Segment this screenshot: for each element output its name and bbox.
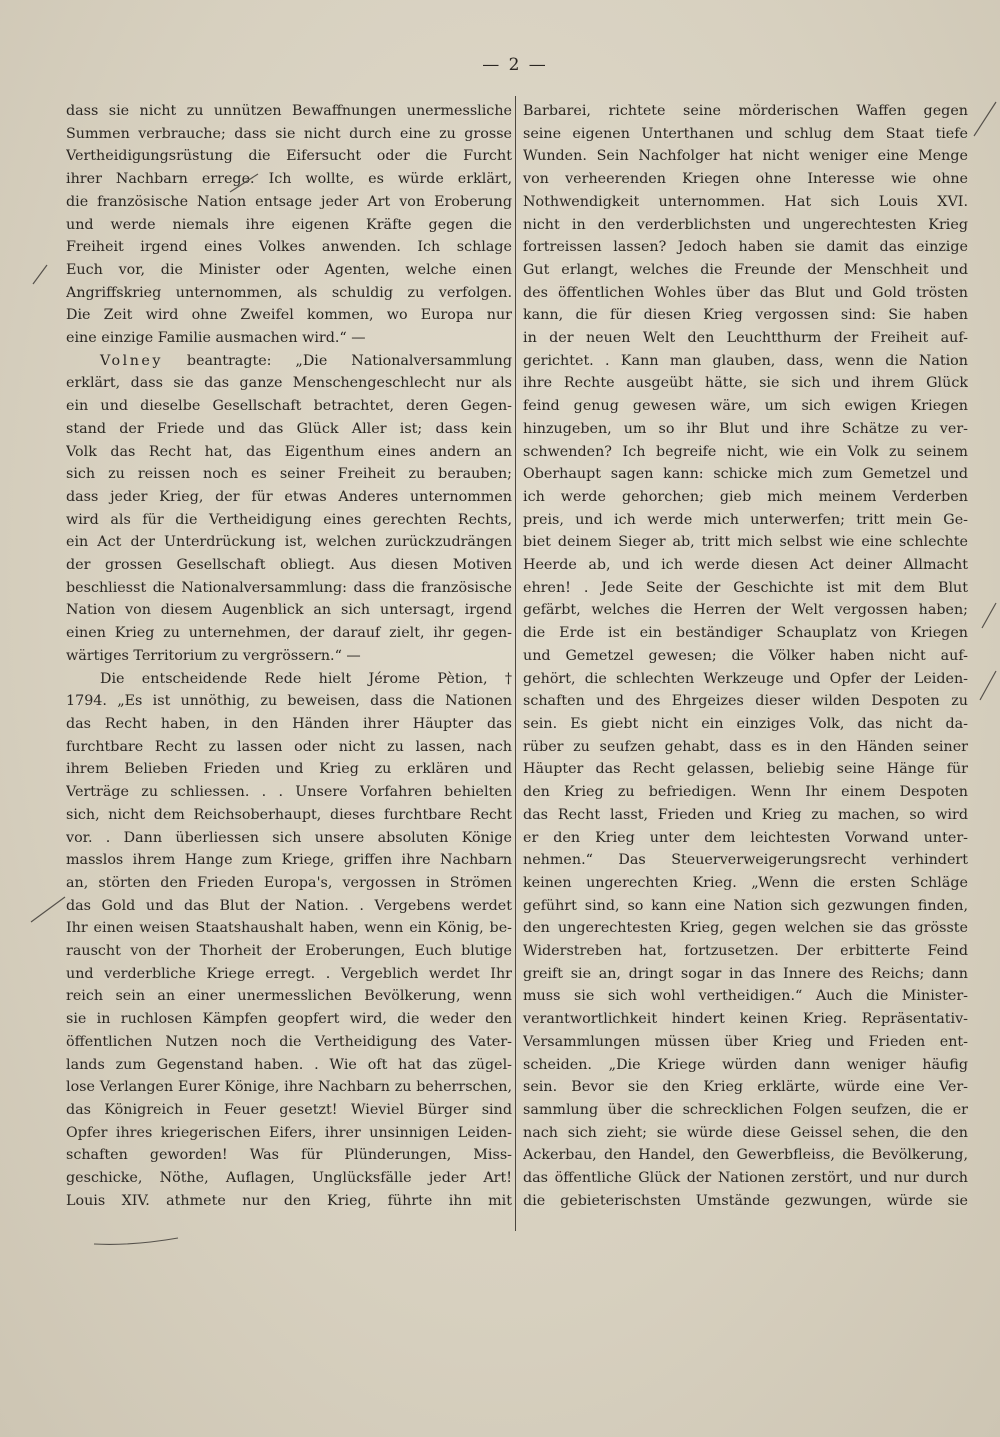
right-column (523, 100, 968, 1212)
text-line: vor. . Dann überliessen sich unsere absoluten Könige (66, 829, 512, 846)
text-line: sein. Es giebt nicht ein einziges Volk, das nicht da- (523, 715, 968, 732)
text-line: öffentlichen Nutzen noch die Vertheidigung des Vater- (66, 1033, 512, 1050)
text-line: von verheerenden Kriegen ohne Interesse wie ohne (523, 171, 968, 188)
text-line: sein. Bevor sie den Krieg erklärte, würde eine Ver- (523, 1079, 968, 1096)
text-line: Freiheit irgend eines Volkes anwenden. Ich schlage (66, 239, 512, 256)
text-line: stand der Friede und das Glück Aller ist; dass kein (66, 420, 512, 437)
text-line: ihrem Belieben Frieden und Krieg zu erklären und (66, 761, 512, 778)
pencil-mark (28, 892, 68, 924)
text-line: rauscht von der Thorheit der Eroberungen, Euch blutige (66, 943, 512, 960)
text-line: greift sie an, dringt sogar in das Innere des Reichs; dann (523, 965, 968, 982)
text-line: Oberhaupt sagen kann: schicke mich zum Gemetzel und (523, 466, 968, 483)
text-line: geschicke, Nöthe, Auflagen, Unglücksfälle jeder Art! (66, 1170, 512, 1187)
text-line: Versammlungen müssen über Krieg und Frieden ent- (523, 1033, 968, 1050)
text-line: Euch vor, die Minister oder Agenten, welche einen (66, 261, 512, 278)
pencil-underline (92, 1234, 182, 1248)
text-line: an, störten den Frieden Europa's, vergossen in Strömen (66, 874, 512, 891)
text-line: Die Zeit wird ohne Zweifel kommen, wo Europa nur (66, 307, 512, 324)
pencil-mark (978, 668, 998, 702)
text-line: Ackerbau, den Handel, den Gewerbfleiss, die Bevölkerung, (523, 1147, 968, 1164)
text-line: Nation von diesem Augenblick an sich untersagt, irgend (66, 602, 512, 619)
text-line: Die entscheidende Rede hielt Jérome Pètion, † (100, 670, 512, 687)
text-line: Opfer ihres kriegerischen Eifers, ihrer unsinnigen Leiden- (66, 1124, 512, 1141)
text-line: hinzugeben, um so ihr Blut und ihre Schätze zu ver- (523, 420, 968, 437)
text-line: den ungerechtesten Krieg, gegen welchen sie das grösste (523, 920, 968, 937)
text-line: masslos ihrem Hange zum Kriege, griffen ihre Nachbarn (66, 852, 512, 869)
text-line: fortreissen lassen? Jedoch haben sie damit das einzige (523, 239, 968, 256)
text-line: seine eigenen Unterthanen und schlug dem Staat tiefe (523, 125, 968, 142)
pencil-mark (980, 600, 998, 630)
text-line: kann, die für diesen Krieg vergossen sind: Sie haben (523, 307, 968, 324)
text-line: das Recht lasst, Frieden und Krieg zu machen, so wird (523, 806, 968, 823)
text-line: in der neuen Welt den Leuchtthurm der Freiheit auf- (523, 330, 968, 347)
page-number: — 2 — (482, 55, 548, 75)
text-line: keinen ungerechten Krieg. „Wenn die ersten Schläge (523, 874, 968, 891)
text-line: ein und dieselbe Gesellschaft betrachtet, deren Gegen- (66, 398, 512, 415)
text-line: sammlung über die schrecklichen Folgen seufzen, die er (523, 1101, 968, 1118)
text-line: preis, und ich werde mich unterwerfen; tritt mein Ge- (523, 511, 968, 528)
text-line: gehört, die schlechten Werkzeuge und Opfer der Leiden- (523, 670, 968, 687)
text-line: ihrer Nachbarn errege. Ich wollte, es würde erklärt, (66, 171, 512, 188)
text-line: eine einzige Familie ausmachen wird.“ — (66, 330, 366, 347)
text-line: nicht in den verderblichsten und ungerechtesten Krieg (523, 216, 968, 233)
text-line: ein Act der Unterdrückung ist, welchen zurückzudrängen (66, 534, 512, 551)
text-line: Vertheidigungsrüstung die Eifersucht oder die Furcht (66, 148, 512, 165)
text-line: reich sein an einer unermesslichen Bevölkerung, wenn (66, 988, 512, 1005)
text-line: das Gold und das Blut der Nation. . Vergebens werdet (66, 897, 512, 914)
text-line: biet deinem Sieger ab, tritt mich selbst wie eine schlechte (523, 534, 968, 551)
text-line: dass jeder Krieg, der für etwas Anderes unternommen (66, 488, 512, 505)
text-line: beschliesst die Nationalversammlung: dass die französische (66, 579, 512, 596)
pencil-mark (30, 262, 50, 286)
text-line: ihre Rechte ausgeübt hätte, sie sich und ihrem Glück (523, 375, 968, 392)
text-line: die Erde ist ein beständiger Schauplatz von Kriegen (523, 625, 968, 642)
text-line: Barbarei, richtete seine mörderischen Waffen gegen (523, 103, 968, 119)
text-line: Volk das Recht hat, das Eigenthum eines andern an (66, 443, 512, 460)
text-line: sich, nicht dem Reichsoberhaupt, dieses furchtbare Recht (66, 806, 512, 823)
text-line: und verderbliche Kriege erregt. . Vergeblich werdet Ihr (66, 965, 512, 982)
text-line: dass sie nicht zu unnützen Bewaffnungen unermessliche (66, 103, 512, 119)
text-line: Widerstreben hat, fortzusetzen. Der erbitterte Feind (523, 943, 968, 960)
text-line: ich werde gehorchen; gieb mich meinem Verderben (523, 488, 968, 505)
text-line: erklärt, dass sie das ganze Menschengeschlecht nur als (66, 375, 512, 392)
text-line (66, 350, 512, 373)
text-line: die französische Nation entsage jeder Art von Eroberung (66, 193, 512, 210)
text-line: verantwortlichkeit hindert keinen Krieg. Repräsentativ- (523, 1011, 968, 1028)
text-line: sich zu reissen noch es seiner Freiheit zu berauben; (66, 466, 512, 483)
text-line: Verträge zu schliessen. . . Unsere Vorfahren behielten (66, 784, 512, 801)
text-line: Nothwendigkeit unternommen. Hat sich Louis XVI. (523, 193, 968, 210)
text-line: das öffentliche Glück der Nationen zerstört, und nur durch (523, 1170, 968, 1187)
text-line: Louis XIV. athmete nur den Krieg, führte ihn mit (66, 1192, 512, 1209)
text-line: Häupter das Recht gelassen, beliebig seine Hänge für (523, 761, 968, 778)
text-line: und Gemetzel gewesen; die Völker haben nicht auf- (523, 647, 968, 664)
text-line: des öffentlichen Wohles über das Blut und Gold trösten (523, 284, 968, 301)
left-column (66, 100, 512, 1212)
text-line-rest: beantragte: „Die Nationalversammlung (162, 352, 512, 369)
text-line: lose Verlangen Eurer Könige, ihre Nachbarn zu beherrschen, (66, 1079, 512, 1096)
text-line: feind genug gewesen wäre, um sich ewigen Kriegen (523, 398, 968, 415)
text-line: das Recht haben, in den Händen ihrer Häupter das (66, 715, 512, 732)
text-line: Heerde ab, und ich werde diesen Act deiner Allmacht (523, 557, 968, 574)
text-line: wärtiges Territorium zu vergrössern.“ — (66, 647, 361, 664)
text-line: sie in ruchlosen Kämpfen geopfert wird, die weder den (66, 1011, 512, 1028)
text-line: Wunden. Sein Nachfolger hat nicht weniger eine Menge (523, 148, 968, 165)
text-line: muss sie sich wohl vertheidigen.“ Auch die Minister- (523, 988, 968, 1005)
text-line: die gebieterischsten Umstände gezwungen, würde sie (523, 1192, 968, 1209)
text-line: 1794. „Es ist unnöthig, zu beweisen, dass die Nationen (66, 693, 512, 710)
text-line: schwenden? Ich begreife nicht, wie ein Volk zu seinem (523, 443, 968, 460)
text-line: Ihr einen weisen Staatshaushalt haben, wenn ein König, be- (66, 920, 512, 937)
text-line: gerichtet. . Kann man glauben, dass, wenn die Nation (523, 352, 968, 369)
text-line: Angriffskrieg unternommen, als schuldig zu verfolgen. (66, 284, 512, 301)
text-line: furchtbare Recht zu lassen oder nicht zu lassen, nach (66, 738, 512, 755)
pencil-mark (972, 98, 998, 138)
text-line: das Königreich in Feuer gesetzt! Wieviel Bürger sind (66, 1101, 512, 1118)
text-line: Summen verbrauche; dass sie nicht durch eine zu grosse (66, 125, 512, 142)
text-line: nehmen.“ Das Steuerverweigerungsrecht verhindert (523, 852, 968, 869)
pencil-mark (228, 172, 262, 194)
text-line: scheiden. „Die Kriege würden dann weniger häufig (523, 1056, 968, 1073)
text-line: ehren! . Jede Seite der Geschichte ist mit dem Blut (523, 579, 968, 596)
text-line: gefärbt, welches die Herren der Welt vergossen haben; (523, 602, 968, 619)
speaker-name: Volney (100, 352, 163, 369)
text-line: nach sich zieht; sie würde diese Geissel sehen, die den (523, 1124, 968, 1141)
text-line: den Krieg zu befriedigen. Wenn Ihr einem Despoten (523, 784, 968, 801)
text-line: lands zum Gegenstand haben. . Wie oft hat das zügel- (66, 1056, 512, 1073)
text-line: einen Krieg zu unternehmen, der darauf zielt, ihr gegen- (66, 625, 512, 642)
text-line: Gut erlangt, welches die Freunde der Menschheit und (523, 261, 968, 278)
text-line: und werde niemals ihre eigenen Kräfte gegen die (66, 216, 512, 233)
text-line: schaften geworden! Was für Plünderungen, Miss- (66, 1147, 512, 1164)
text-line: rüber zu seufzen gehabt, dass es in den Händen seiner (523, 738, 968, 755)
column-divider (515, 96, 516, 1231)
text-line: schaften und des Ehrgeizes dieser wilden Despoten zu (523, 693, 968, 710)
text-line: geführt sind, so kann eine Nation sich gezwungen finden, (523, 897, 968, 914)
text-line: wird als für die Vertheidigung eines gerechten Rechts, (66, 511, 512, 528)
text-line: er den Krieg unter dem leichtesten Vorwand unter- (523, 829, 968, 846)
text-line: der grossen Gesellschaft obliegt. Aus diesen Motiven (66, 557, 512, 574)
